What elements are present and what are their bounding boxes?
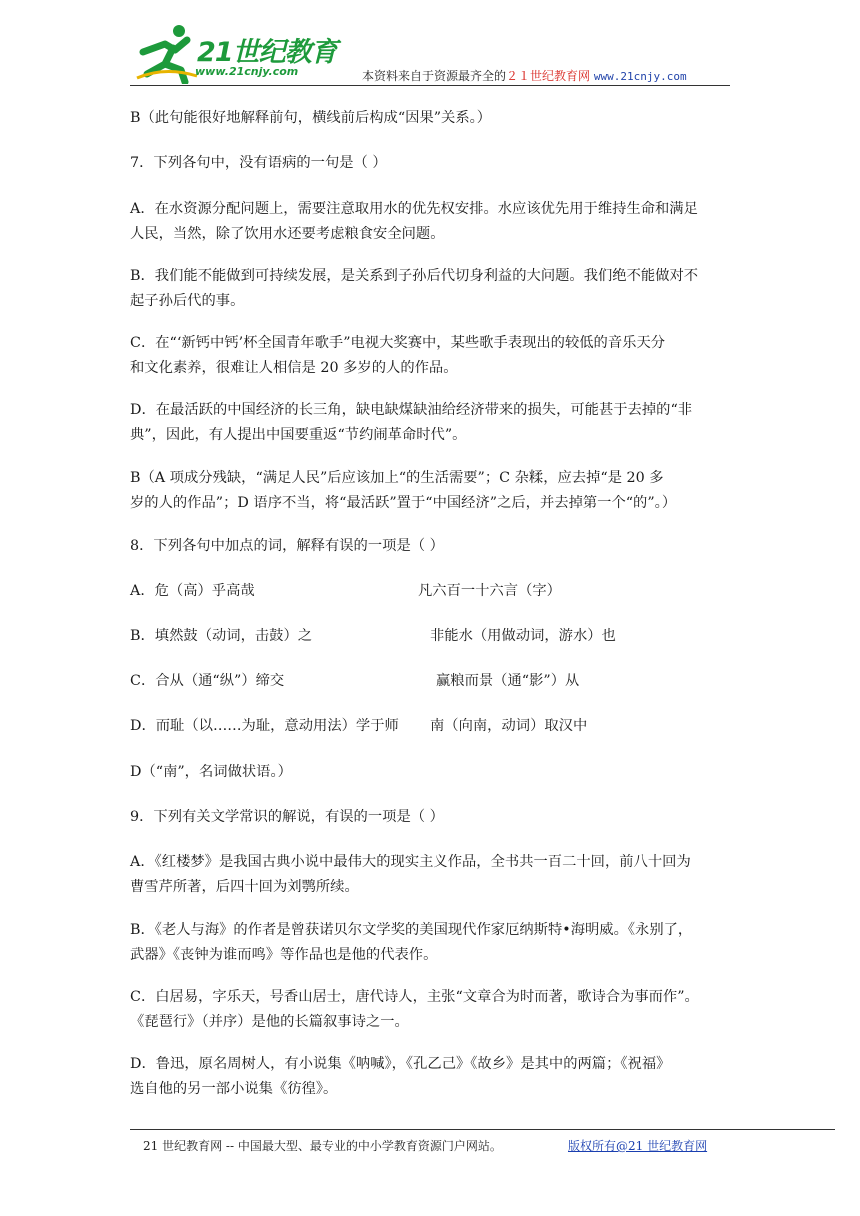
option-left: D．而耻（以……为耻，意动用法）学于师 [130,718,399,734]
question-9-option-a [130,850,730,900]
logo-url: www.21cnjy.com [195,65,299,78]
option-left: B．填然鼓（动词，击鼓）之 [130,628,313,644]
question-9-option-b [130,918,730,968]
option-line: D．鲁迅，原名周树人，有小说集《呐喊》，《孔乙己》《故乡》是其中的两篇；《祝福》 [130,1056,671,1072]
footer-divider [130,1129,835,1130]
option-left: C．合从（通“纵”）缔交 [130,673,285,689]
question-9: 9．下列有关文学常识的解说，有误的一项是（ ） [130,809,444,825]
option-line: A．在水资源分配问题上，需要注意取用水的优先权安排。水应该优先用于维持生命和满足 [130,201,698,217]
question-9-option-c [130,985,730,1035]
question-7: 7．下列各句中，没有语病的一句是（ ） [130,155,387,171]
site-logo[interactable] [135,22,340,84]
question-7-option-b [130,264,730,314]
question-8-option-b [130,624,730,649]
header-site-name[interactable]: ２１世纪教育网 [506,69,591,83]
option-right: 非能水（用做动词，游水）也 [430,628,616,644]
option-line: D．在最活跃的中国经济的长三角，缺电缺煤缺油给经济带来的损失，可能甚于去掉的“非 [130,402,693,418]
question-8-option-d [130,714,730,739]
option-line: 人民，当然，除了饮用水还要考虑粮食安全问题。 [130,226,445,242]
option-left: A．危（高）乎高哉 [130,583,255,599]
footer-copyright-link[interactable]: 版权所有@21 世纪教育网 [568,1139,708,1153]
option-line: 和文化素养，很难让人相信是 20 多岁的人的作品。 [130,360,458,376]
question-8-option-c [130,669,730,694]
question-9-option-d [130,1052,730,1102]
answer-line: B（A 项成分残缺，“满足人民”后应该加上“的生活需要”；C 杂糅，应去掉“是 20 多 [130,470,664,486]
question-7-option-a [130,197,730,247]
question-7-option-d [130,398,730,448]
header-note [362,67,687,84]
question-8-option-a [130,579,730,604]
option-line: B．《老人与海》的作者是曾获诺贝尔文学奖的美国现代作家厄纳斯特•海明威。《永别了， [130,922,693,938]
answer-line: 岁的人的作品”；D 语序不当，将“最活跃”置于“中国经济”之后，并去掉第一个“的”。） [130,495,677,511]
answer-8: D（“南”，名词做状语。） [130,764,292,780]
option-line: C．在“‘新钙中钙’杯全国青年歌手”电视大奖赛中，某些歌手表现出的较低的音乐天分 [130,335,666,351]
header-note-prefix: 本资料来自于资源最齐全的 [362,69,507,83]
option-line: 武器》《丧钟为谁而鸣》等作品也是他的代表作。 [130,947,438,963]
answer-6: B（此句能很好地解释前句，横线前后构成“因果”关系。） [130,110,492,126]
header-divider [130,85,730,86]
option-line: B．我们能不能做到可持续发展，是关系到子孙后代切身利益的大问题。我们绝不能做对不 [130,268,699,284]
footer-description: 21 世纪教育网 -- 中国最大型、最专业的中小学教育资源门户网站。 [143,1139,502,1153]
option-right: 凡六百一十六言（字） [418,583,561,599]
question-8: 8．下列各句中加点的词，解释有误的一项是（ ） [130,538,444,554]
header-site-url[interactable]: www.21cnjy.com [593,70,687,83]
option-line: 选自他的另一部小说集《彷徨》。 [130,1081,338,1097]
logo-text: 21世纪教育 [197,37,337,68]
option-right: 赢粮而景（通“影”）从 [436,673,580,689]
answer-7 [130,466,730,516]
question-7-option-c [130,331,730,381]
option-line: C．白居易，字乐天，号香山居士，唐代诗人，主张“文章合为时而著，歌诗合为事而作”。 [130,989,699,1005]
option-line: 曹雪芹所著，后四十回为刘鹗所续。 [130,879,359,895]
option-line: 起子孙后代的事。 [130,293,245,309]
option-line: A．《红楼梦》是我国古典小说中最伟大的现实主义作品，全书共一百二十回，前八十回为 [130,854,691,870]
option-right: 南（向南，动词）取汉中 [430,718,588,734]
option-line: 典”，因此，有人提出中国要重返“节约闹革命时代”。 [130,427,467,443]
option-line: 《琵琶行》（并序）是他的长篇叙事诗之一。 [130,1014,409,1030]
